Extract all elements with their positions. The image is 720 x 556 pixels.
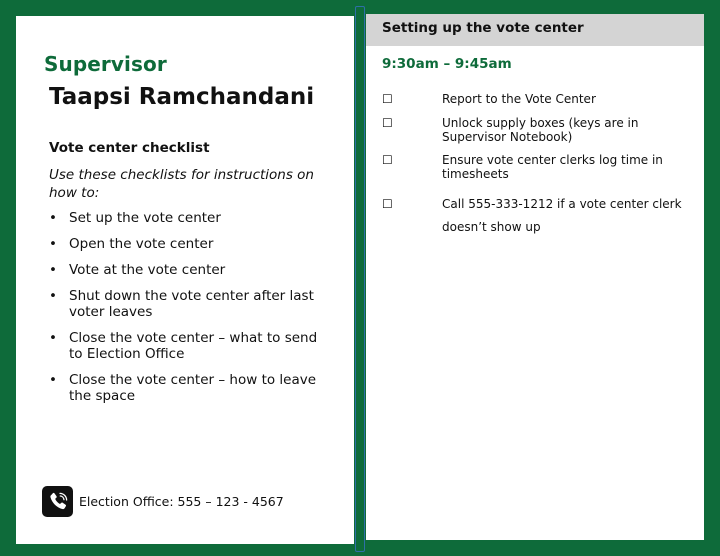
bullet-icon: • [49,236,57,252]
supervisor-panel [16,16,354,544]
setup-panel [366,14,704,540]
list-item-label: Set up the vote center [69,210,221,226]
list-item [49,330,321,362]
list-item [49,236,321,252]
checklist-intro: Use these checklists for instructions on how to: [49,167,314,201]
task-label: Report to the Vote Center [442,92,596,106]
fold-divider [355,6,365,552]
checkbox-icon[interactable]: ☐ [382,153,393,167]
list-item [49,372,321,404]
checklist-heading: Vote center checklist [49,140,210,156]
bullet-icon: • [49,262,57,278]
task-label: Unlock supply boxes (keys are in Supervisor Notebook) [442,116,639,144]
list-item [49,288,321,320]
checkbox-icon[interactable]: ☐ [382,116,393,130]
task-label: Call 555-333-1212 if a vote center clerk doesn’t show up [442,197,682,234]
task-label: Ensure vote center clerks log time in timesheets [442,153,663,181]
checkbox-icon[interactable]: ☐ [382,197,393,211]
list-item [49,210,321,226]
list-item-label: Open the vote center [69,236,214,252]
checklist-list [49,210,321,414]
phone-icon [42,486,73,517]
list-item-label: Close the vote center – how to leave the space [69,372,317,404]
bullet-icon: • [49,288,57,304]
list-item-label: Close the vote center – what to send to Election Office [69,330,318,362]
bullet-icon: • [49,210,57,226]
bullet-icon: • [49,330,57,346]
role-title: Supervisor [44,52,167,76]
election-office-contact [42,486,284,517]
list-item [49,262,321,278]
checkbox-icon[interactable]: ☐ [382,92,393,106]
section-title: Setting up the vote center [382,20,584,36]
office-phone-text: Election Office: 555 – 123 - 4567 [79,494,284,509]
time-range: 9:30am – 9:45am [382,56,512,72]
supervisor-name: Taapsi Ramchandani [49,84,315,110]
list-item-label: Shut down the vote center after last voter leaves [69,288,314,320]
bullet-icon: • [49,372,57,388]
section-header [366,14,704,46]
list-item-label: Vote at the vote center [69,262,226,278]
